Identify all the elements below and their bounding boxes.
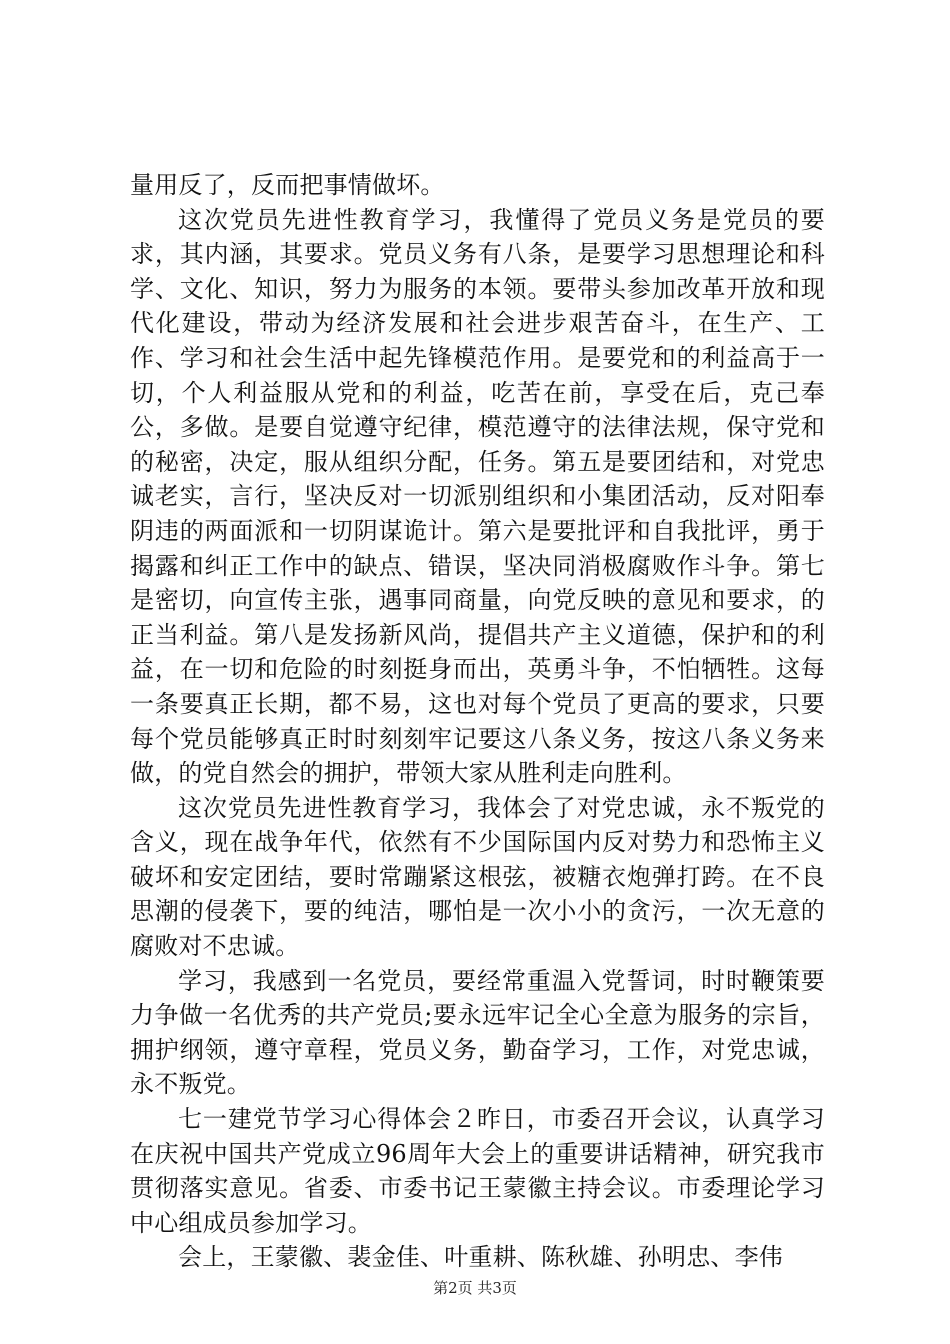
paragraph-3: 这次党员先进性教育学习，我体会了对党忠诚，永不叛党的含义，现在战争年代，依然有不少国际国内反对势力和恐怖主义破坏和安定团结，要时常蹦紧这根弦，被糖衣炮弹打跨。在不良思潮的侵袭下，要的纯洁，哪怕是一次小小的贪污，一次无意的腐败对不忠诚。 [130,793,825,961]
page-number-footer: 第2页 共3页 [433,1279,517,1297]
paragraph-1: 量用反了，反而把事情做坏。 [130,171,445,199]
paragraph-6: 会上，王蒙徽、裴金佳、叶重耕、陈秋雄、孙明忠、李伟 [178,1243,783,1272]
paragraph-4: 学习，我感到一名党员，要经常重温入党誓词，时时鞭策要力争做一名优秀的共产党员;要永远牢记全心全意为服务的宗旨，拥护纲领，遵守章程，党员义务，勤奋学习，工作，对党忠诚，永不叛党。 [130,966,825,1099]
paragraph-2: 这次党员先进性教育学习，我懂得了党员义务是党员的要求，其内涵，其要求。党员义务有八条，是要学习思想理论和科学、文化、知识，努力为服务的本领。要带头参加改革开放和现代化建设，带动为经济发展和社会进步艰苦奋斗，在生产、工作、学习和社会生活中起先锋模范作用。是要党和的利益高于一切，个人利益服从党和的利益，吃苦在前，享受在后，克己奉公，多做。是要自觉遵守纪律，模范遵守的法律法规，保守党和的秘密，决定，服从组织分配，任务。第五是要团结和，对党忠诚老实，言行，坚决反对一切派别组织和小集团活动，反对阳奉阴违的两面派和一切阴谋诡计。第六是要批评和自我批评，勇于揭露和纠正工作中的缺点、错误，坚决同消极腐败作斗争。第七是密切，向宣传主张，遇事同商量，向党反映的意见和要求，的正当利益。第八是发扬新风尚，提倡共产主义道德，保护和的利益，在一切和危险的时刻挺身而出，英勇斗争，不怕牺牲。这每一条要真正长期，都不易，这也对每个党员了更高的要求，只要每个党员能够真正时时刻刻牢记要这八条义务，按这八条义务来做，的党自然会的拥护，带领大家从胜利走向胜利。 [130,205,825,788]
document-body [130,168,825,1275]
paragraph-5: 七一建党节学习心得体会２昨日，市委召开会议，认真学习在庆祝中国共产党成立96周年大会上的重要讲话精神，研究我市贯彻落实意见。省委、市委书记王蒙徽主持会议。市委理论学习中心组成员参加学习。 [130,1105,825,1237]
